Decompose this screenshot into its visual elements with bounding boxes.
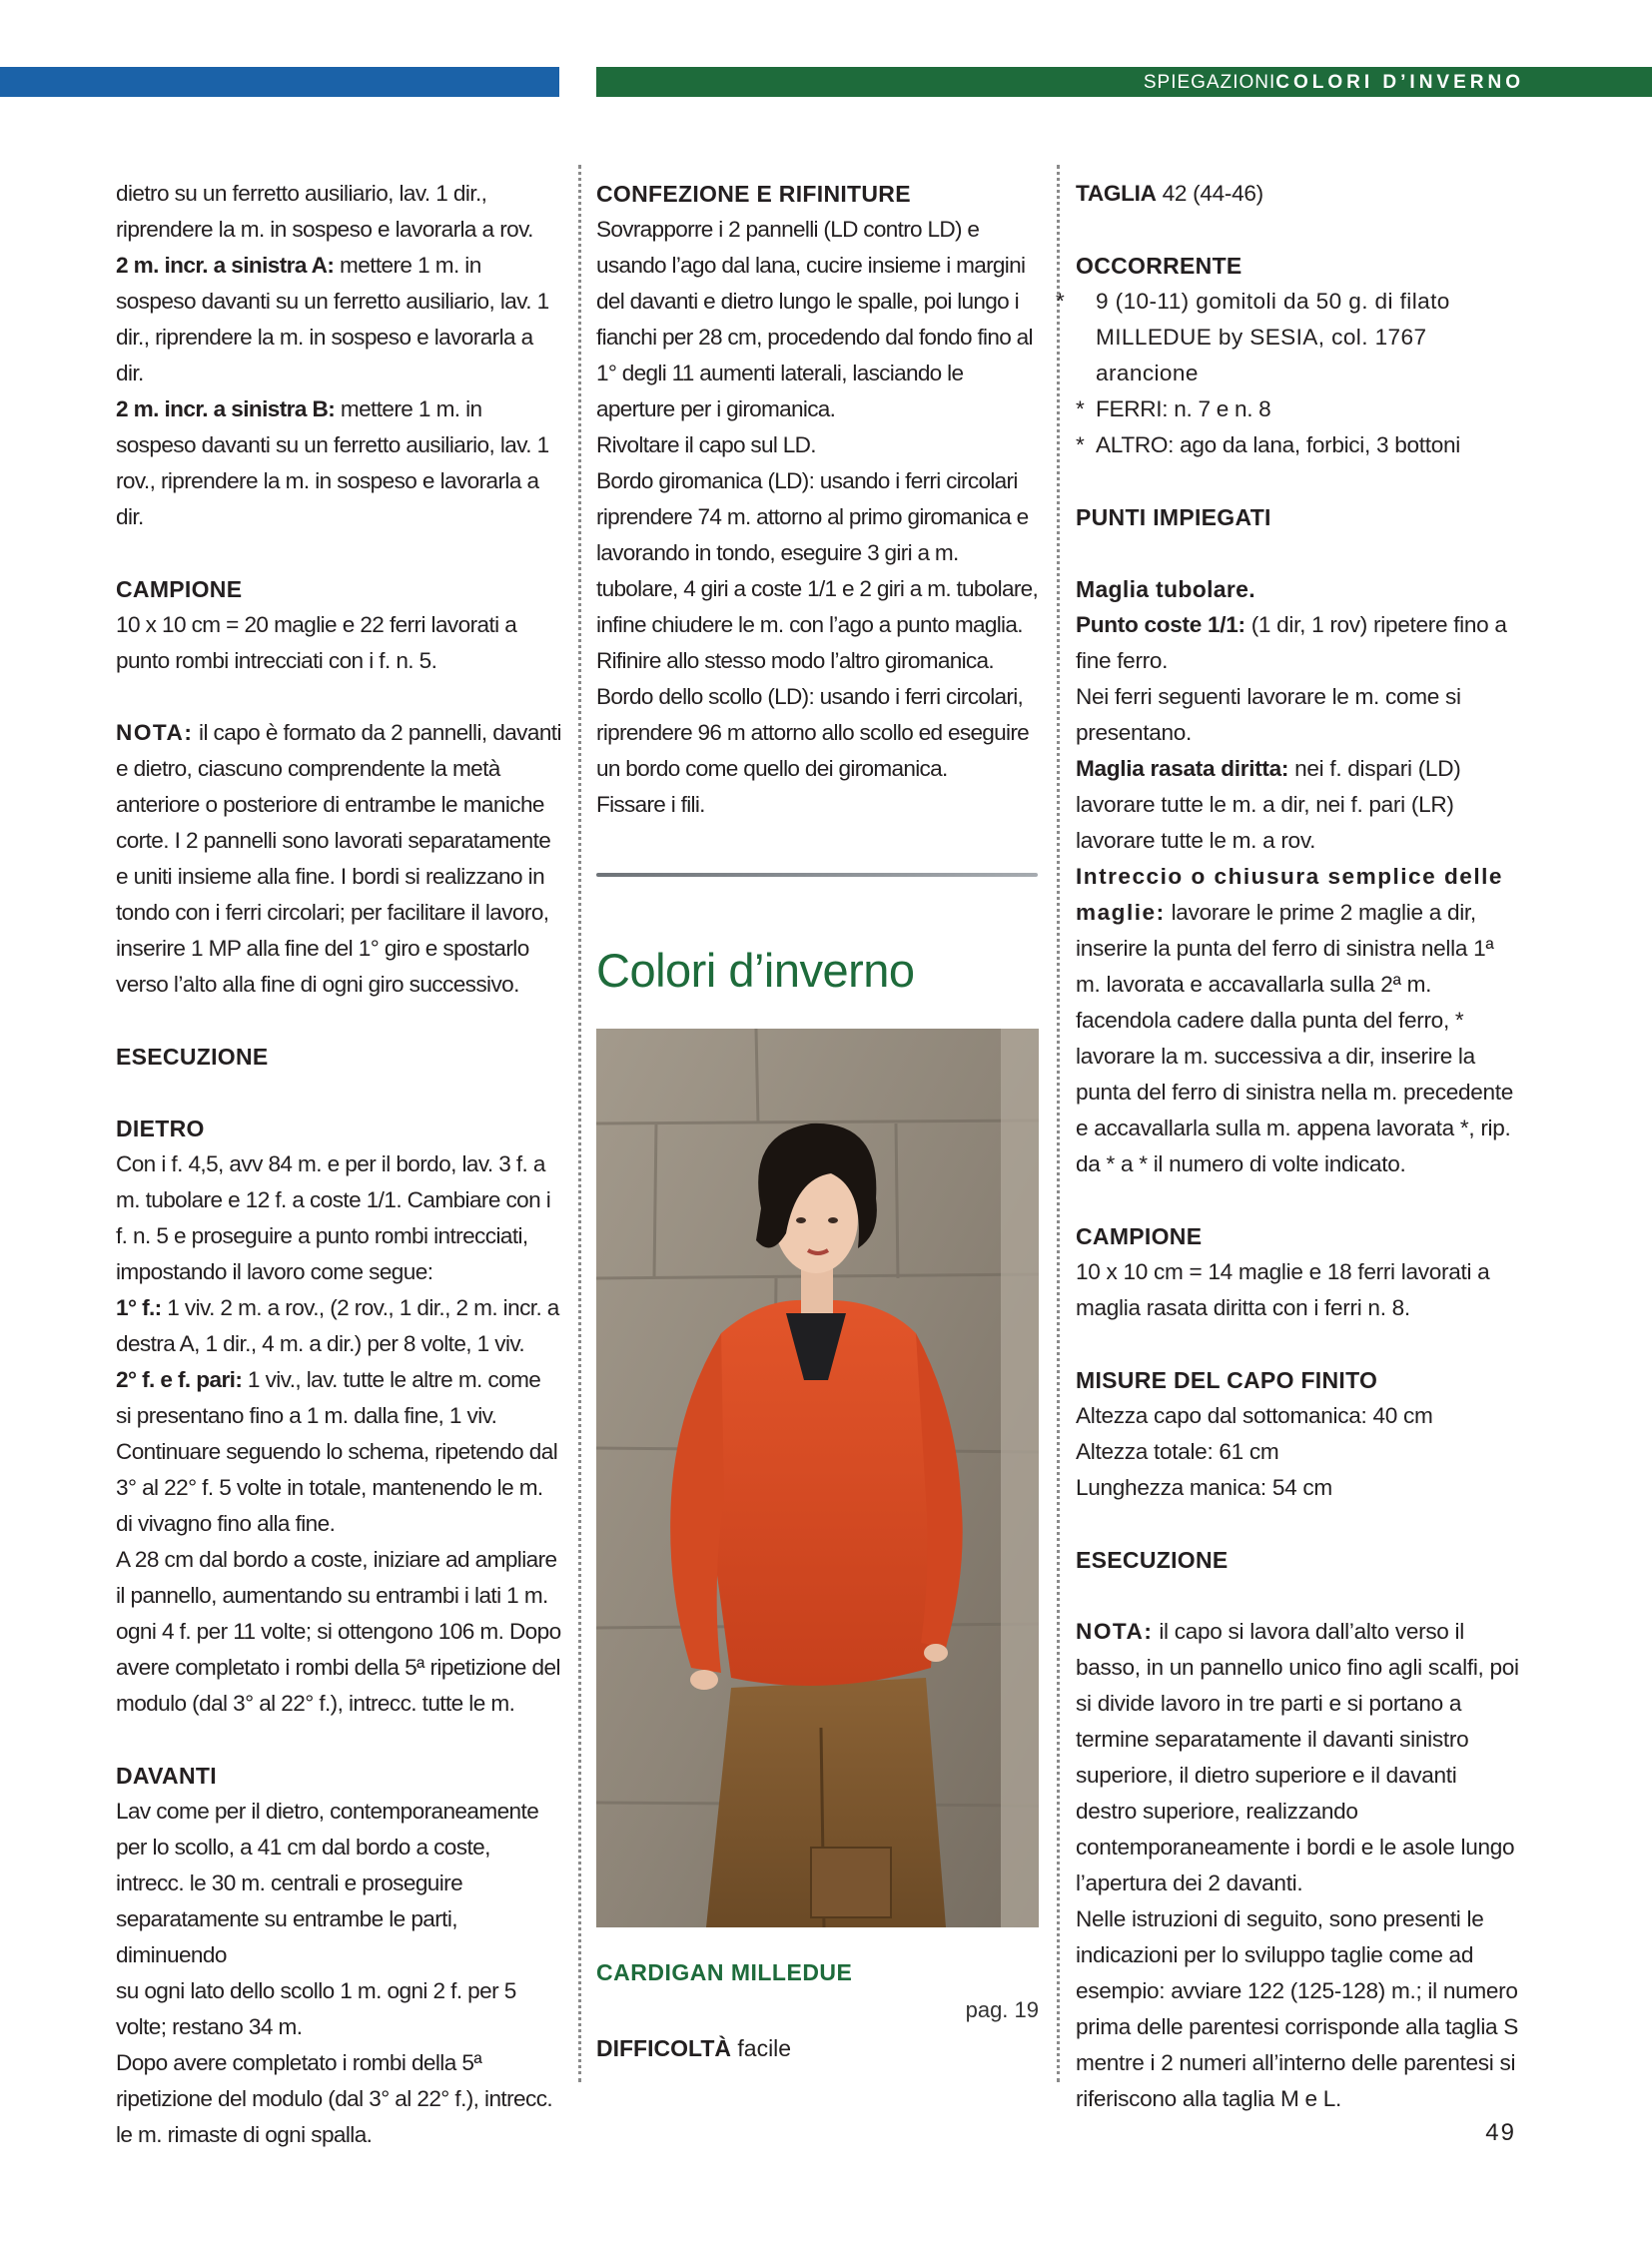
coste-text: (1 dir, 1 rov) ripetere fino a fine ferro. (1076, 612, 1507, 673)
bullet-icon: * (1076, 396, 1085, 421)
dietro-heading: DIETRO (116, 1116, 205, 1141)
occorrente-item-3 (1076, 427, 1522, 463)
column-2 (596, 176, 1040, 823)
occorrente-item-2 (1076, 391, 1522, 427)
occorrente-item-1 (1056, 284, 1522, 391)
incr-a-text: mettere 1 m. in sospeso davanti su un ferretto ausiliario, lav. 1 dir., riprendere la m. in sospeso e lavorarla a dir. (116, 253, 549, 385)
fissare-text: Fissare i fili. (596, 792, 705, 817)
incr-b-label: 2 m. incr. a sinistra B: (116, 396, 336, 421)
intreccio-label: Intreccio o chiusura semplice delle maglie: (1076, 864, 1503, 925)
confezione-text: Sovrapporre i 2 pannelli (LD contro LD) e usando l’ago dal lana, cucire insieme i margini del davanti e dietro lungo le spalle, poi lungo i fianchi per 28 cm, procedendo dal fondo fino al 1° degli 11 aumenti laterali, lasciando le aperture per i giromanica. (596, 217, 1033, 421)
col1-intro: dietro su un ferretto ausiliario, lav. 1 dir., riprendere la m. in sospeso e lavorarla a rov. (116, 181, 533, 242)
difficulty-label: DIFFICOLTÀ (596, 2035, 731, 2061)
davanti-text-2: su ogni lato dello scollo 1 m. ogni 2 f. per 5 volte; restano 34 m. (116, 1978, 516, 2039)
page-number: 49 (1485, 2119, 1516, 2146)
difficulty (596, 2035, 791, 2062)
rasata-paragraph (1076, 751, 1522, 859)
running-head-light: SPIEGAZIONI (1143, 72, 1276, 93)
difficulty-value: facile (731, 2035, 792, 2061)
esecuzione-heading: ESECUZIONE (116, 1044, 269, 1070)
article-title: Colori d’inverno (596, 944, 915, 997)
occorrente-item-2-text: FERRI: n. 7 e n. 8 (1096, 396, 1271, 421)
coste-text-2: Nei ferri seguenti lavorare le m. come si presentano. (1076, 684, 1461, 745)
row1-label: 1° f.: (116, 1295, 162, 1320)
column-divider-1 (578, 165, 581, 2082)
running-head (1144, 70, 1524, 96)
intreccio-text: lavorare le prime 2 maglie a dir, inserire la punta del ferro di sinistra nella 1ª m. lavorata e accavallarla sulla 2ª m. facendola cadere dalla punta del ferro, * lavorare la m. successiva a dir, inserire la punta del ferro di sinistra nella m. precedente e accavallarla sulla m. appena lavorata *, rip. da * a * il numero di volte indicato. (1076, 900, 1514, 1176)
esecuzione-heading-2: ESECUZIONE (1076, 1547, 1229, 1573)
nota-paragraph-2 (1076, 1614, 1522, 1901)
garment-name: CARDIGAN MILLEDUE (596, 1959, 853, 1985)
campione-text: 10 x 10 cm = 20 maglie e 22 ferri lavorati a punto rombi intrecciati con i f. n. 5. (116, 612, 517, 673)
nelle-text: Nelle istruzioni di seguito, sono presenti le indicazioni per lo sviluppo taglie come ad esempio: avviare 122 (125-128) m.; il numero prima delle parentesi corrisponde alla taglia S mentre i 2 numeri all’interno delle parentesi si riferiscono alla taglia M e L. (1076, 1906, 1519, 2111)
coste-paragraph (1076, 607, 1522, 679)
bullet-icon: * (1076, 432, 1085, 457)
misure-2: Altezza totale: 61 cm (1076, 1439, 1279, 1464)
incr-a-label: 2 m. incr. a sinistra A: (116, 253, 335, 278)
column-1 (116, 176, 561, 2153)
misure-1: Altezza capo dal sottomanica: 40 cm (1076, 1403, 1433, 1428)
campione-text-2: 10 x 10 cm = 14 maglie e 18 ferri lavorati a maglia rasata diritta con i ferri n. 8. (1076, 1259, 1490, 1320)
row2-paragraph (116, 1362, 561, 1434)
taglia-value: 42 (44-46) (1156, 181, 1263, 206)
davanti-text-1: Lav come per il dietro, contemporaneamente per lo scollo, a 41 cm dal bordo a coste, intrecc. le 30 m. centrali e proseguire separatamente su entrambe le parti, diminuendo (116, 1799, 539, 1967)
taglia-paragraph (1076, 176, 1522, 212)
campione-heading-2: CAMPIONE (1076, 1223, 1203, 1249)
nota-text-2: il capo si lavora dall’alto verso il basso, in un pannello unico fino agli scalfi, poi si divide lavoro in tre parti e si portano a termine separatamente il davanti sinistro superiore, il dietro superiore e il davanti destro superiore, realizzando contemporaneamente i bordi e le asole lungo l’apertura dei 2 davanti. (1076, 1619, 1519, 1895)
occorrente-heading: OCCORRENTE (1076, 253, 1242, 279)
punti-heading: PUNTI IMPIEGATI (1076, 504, 1271, 530)
rasata-label: Maglia rasata diritta: (1076, 756, 1289, 781)
continue-text: Continuare seguendo lo schema, ripetendo dal 3° al 22° f. 5 volte in totale, mantenendo le m. di vivagno fino alla fine. (116, 1439, 558, 1536)
nota-label-2: NOTA: (1076, 1619, 1154, 1644)
incr-a-paragraph (116, 248, 561, 391)
coste-label: Punto coste 1/1: (1076, 612, 1245, 637)
widen-text: A 28 cm dal bordo a coste, iniziare ad ampliare il pannello, aumentando su entrambi i lati 1 m. ogni 4 f. per 11 volte; si ottengono 106 m. Dopo avere completato i rombi della 5ª ripetizione del modulo (dal 3° al 22° f.), intrecc. tutte le m. (116, 1547, 561, 1716)
rivoltare-text: Rivoltare il capo sul LD. (596, 432, 816, 457)
running-head-bold: COLORI D’INVERNO (1275, 72, 1524, 93)
page-reference: pag. 19 (965, 1997, 1039, 2022)
dietro-text: Con i f. 4,5, avv 84 m. e per il bordo, lav. 3 f. a m. tubolare e 12 f. a coste 1/1. Cambiare con i f. n. 5 e proseguire a punto rombi intrecciati, impostando il lavoro come segue: (116, 1151, 551, 1284)
tubolare-label: Maglia tubolare. (1076, 576, 1255, 602)
row1-text: 1 viv. 2 m. a rov., (2 rov., 1 dir., 2 m. incr. a destra A, 1 dir., 4 m. a dir.) per 8 volte, 1 viv. (116, 1295, 559, 1356)
row2-text: 1 viv., lav. tutte le altre m. come si presentano fino a 1 m. dalla fine, 1 viv. (116, 1367, 541, 1428)
occorrente-item-3-text: ALTRO: ago da lana, forbici, 3 bottoni (1096, 432, 1460, 457)
scollo-text: Bordo dello scollo (LD): usando i ferri circolari, riprendere 96 m attorno allo scollo ed eseguire un bordo come quello dei giromanica. (596, 684, 1030, 781)
misure-3: Lunghezza manica: 54 cm (1076, 1475, 1332, 1500)
column-3 (1056, 176, 1522, 2117)
incr-b-paragraph (116, 391, 561, 535)
taglia-label: TAGLIA (1076, 181, 1157, 206)
row1-paragraph (116, 1290, 561, 1362)
header-bar-blue (0, 67, 559, 97)
rasata-text: nei f. dispari (LD) lavorare tutte le m. a dir, nei f. pari (LR) lavorare tutte le m. a rov. (1076, 756, 1461, 853)
nota-text: il capo è formato da 2 pannelli, davanti e dietro, ciascuno comprendente la metà anteriore o posteriore di entrambe le maniche corte. I 2 pannelli sono lavorati separatamente e uniti insieme alla fine. I bordi si realizzano in tondo con i ferri circolari; per facilitare il lavoro, inserire 1 MP alla fine del 1° giro e spostarlo verso l’alto alla fine di ogni giro successivo. (116, 720, 561, 997)
occorrente-item-1-text: 9 (10-11) gomitoli da 50 g. di filato MILLEDUE by SESIA, col. 1767 arancione (1096, 289, 1450, 385)
campione-heading: CAMPIONE (116, 576, 243, 602)
model-photo (596, 1029, 1039, 1927)
davanti-text-3: Dopo avere completato i rombi della 5ª ripetizione del modulo (dal 3° al 22° f.), intrecc. le m. rimaste di ogni spalla. (116, 2050, 553, 2147)
confezione-heading: CONFEZIONE E RIFINITURE (596, 181, 911, 207)
misure-heading: MISURE DEL CAPO FINITO (1076, 1367, 1378, 1393)
intreccio-paragraph (1076, 859, 1522, 1182)
column-divider-2 (1057, 165, 1060, 2082)
nota-paragraph (116, 715, 561, 1003)
nota-label: NOTA: (116, 720, 194, 745)
incr-b-text: mettere 1 m. in sospeso davanti su un ferretto ausiliario, lav. 1 rov., riprendere la m. in sospeso e lavorarla a dir. (116, 396, 549, 529)
row2-label: 2° f. e f. pari: (116, 1367, 243, 1392)
bullet-icon: * (1056, 289, 1066, 314)
section-divider (596, 873, 1038, 877)
davanti-heading: DAVANTI (116, 1763, 217, 1789)
giromanica-text: Bordo giromanica (LD): usando i ferri circolari riprendere 74 m. attorno al primo giromanica e lavorando in tondo, eseguire 3 giri a m. tubolare, 4 giri a coste 1/1 e 2 giri a m. tubolare, infine chiudere le m. con l’ago a punto maglia. Rifinire allo stesso modo l’altro giromanica. (596, 468, 1039, 673)
